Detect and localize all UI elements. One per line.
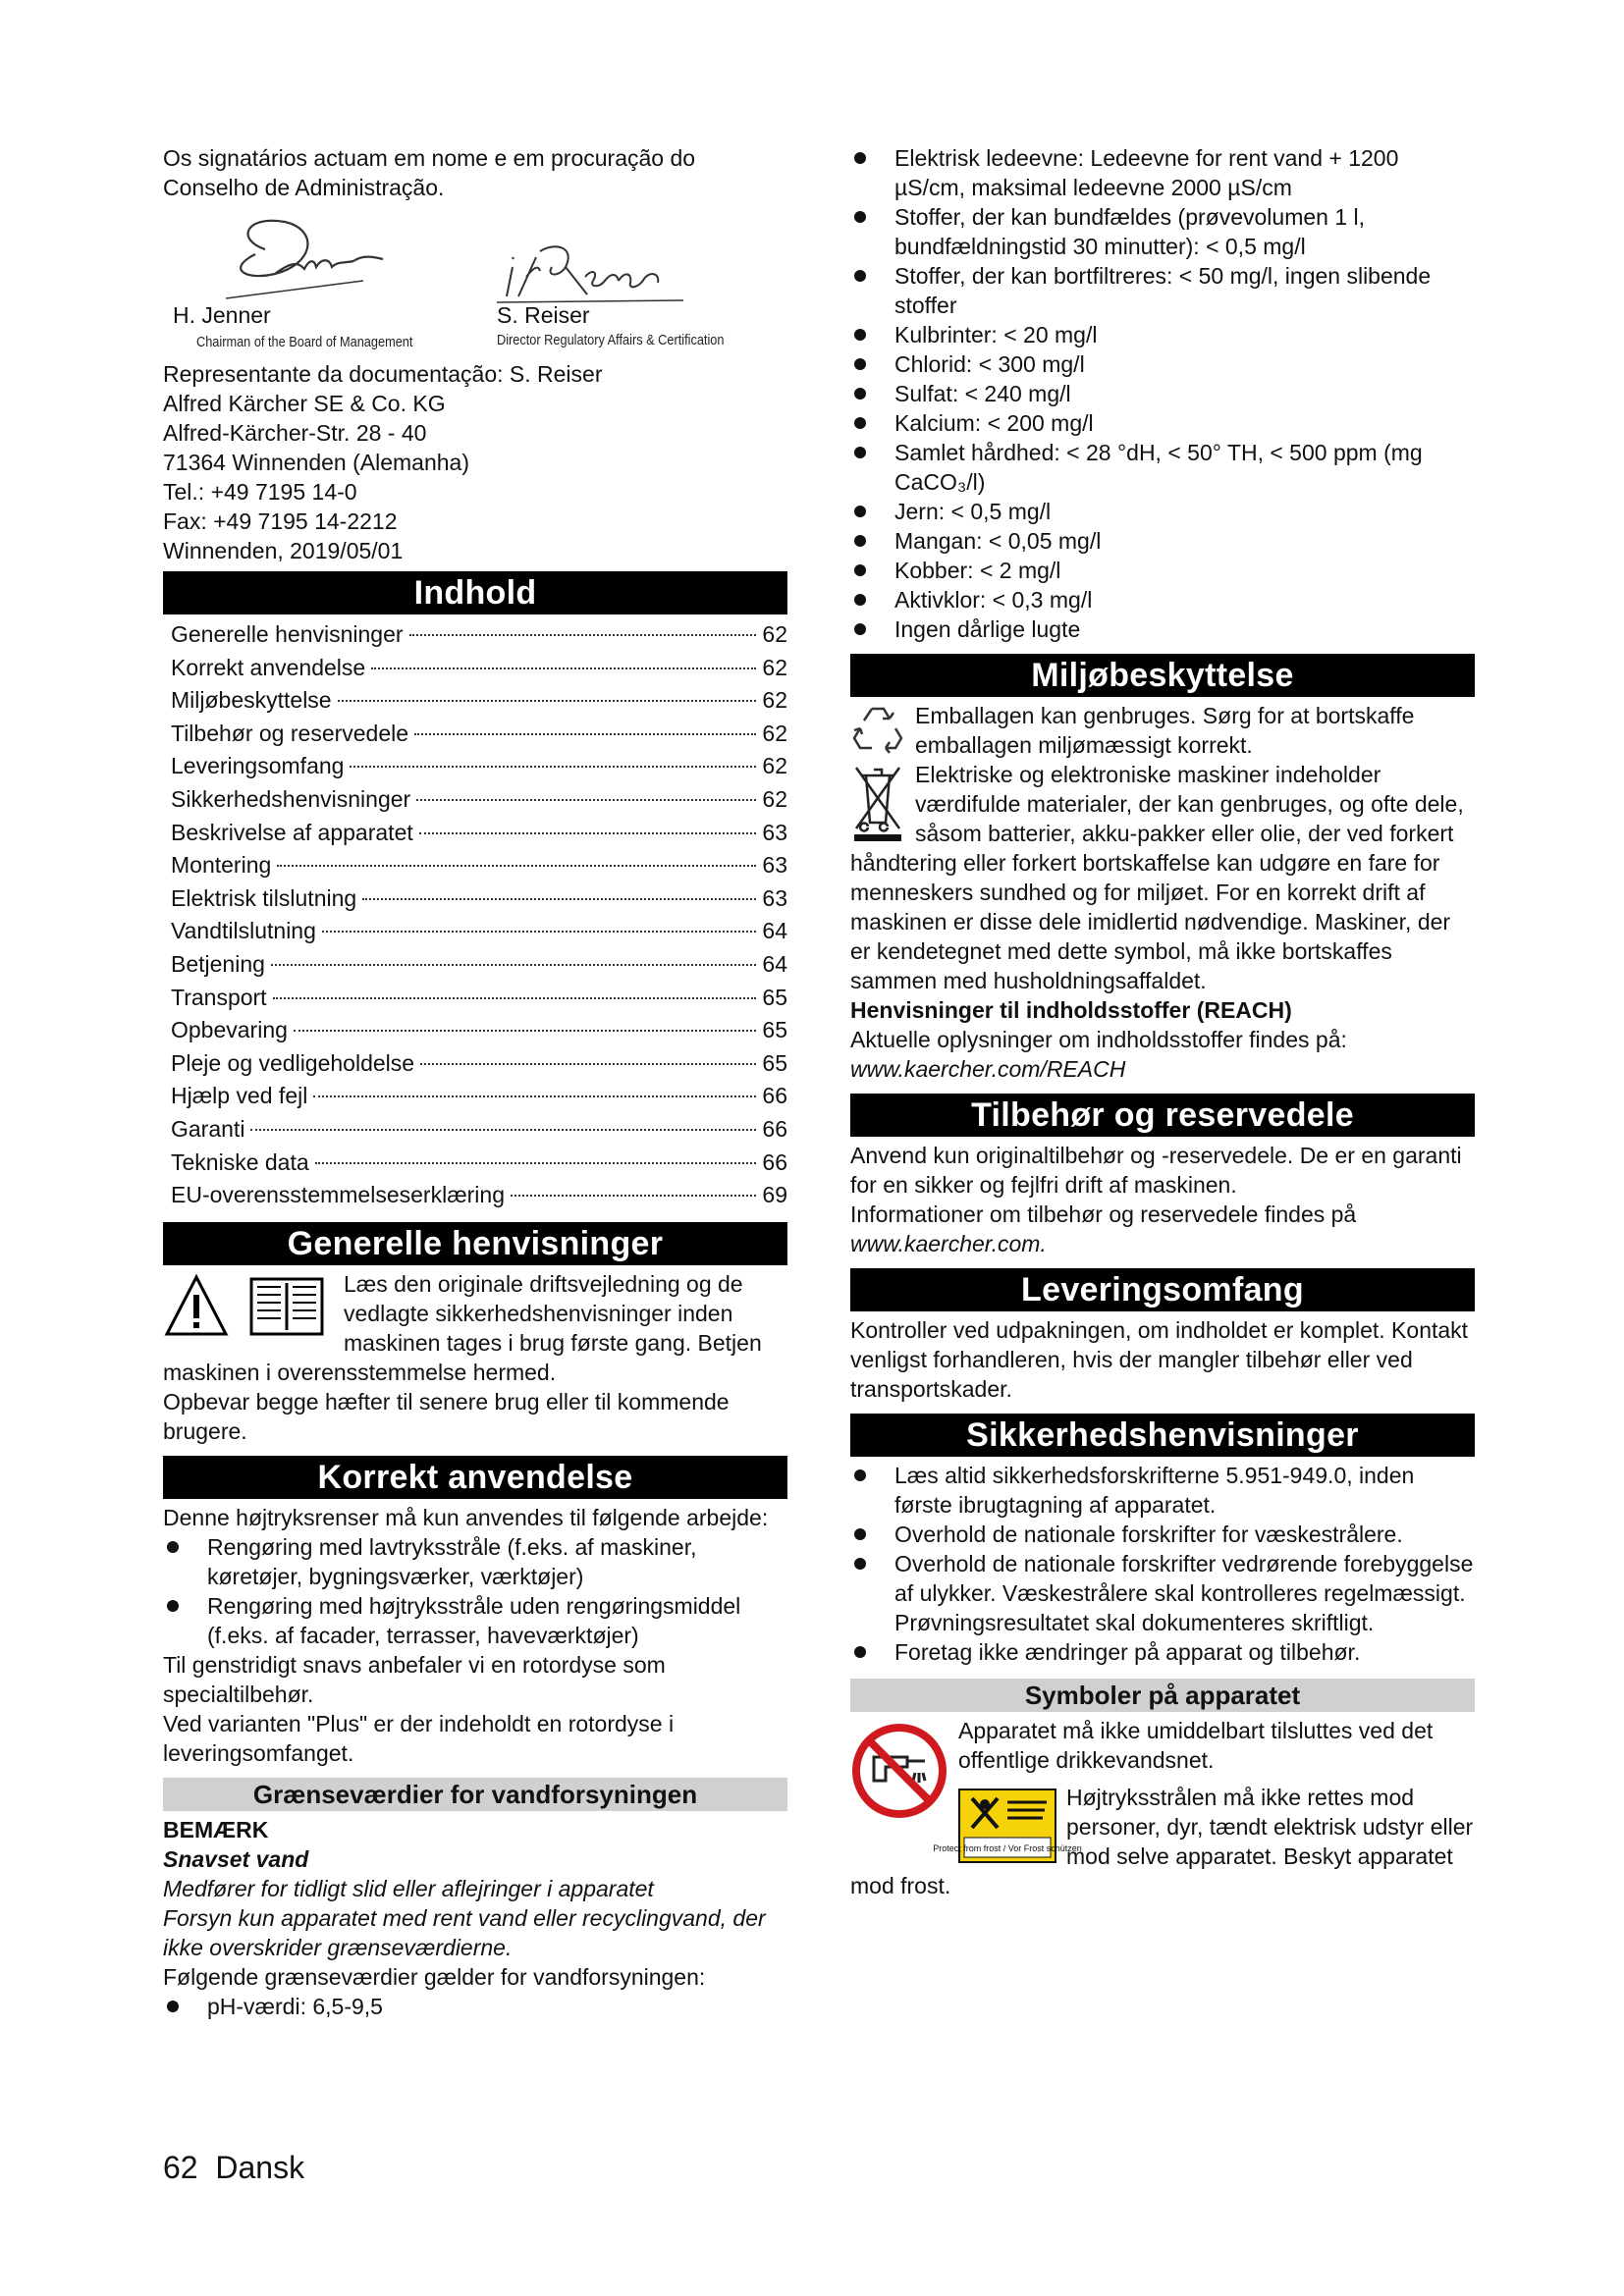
- toc-leader-dots: [277, 865, 756, 867]
- toc-row[interactable]: [163, 1147, 787, 1180]
- toc-row[interactable]: [163, 1113, 787, 1147]
- limits-intro: Følgende grænseværdier gælder for vandforsyningen:: [163, 1963, 706, 1990]
- accessories-heading: Tilbehør og reservedele: [850, 1094, 1475, 1137]
- toc-page: 62: [762, 687, 787, 714]
- toc-label: Elektrisk tilslutning: [171, 884, 357, 911]
- toc-leader-dots: [511, 1195, 756, 1197]
- list-item: Kulbrinter: < 20 mg/l: [850, 320, 1475, 349]
- list-item: Elektrisk ledeevne: Ledeevne for rent vand + 1200 µS/cm, maksimal ledeevne 2000 µS/cm: [850, 143, 1475, 202]
- frost-label: Protect from frost / Vor Frost schützen: [933, 1843, 1082, 1853]
- address-line: Winnenden, 2019/05/01: [163, 538, 404, 563]
- right-column: [850, 143, 1475, 1900]
- accessories-text: Anvend kun originaltilbehør og -reservedele. De er en garanti for en sikker og fejlfri drift af maskinen.: [850, 1143, 1462, 1198]
- toc-leader-dots: [350, 766, 756, 768]
- reiser-signature-image: [497, 238, 693, 306]
- jenner-signature-image: [206, 210, 403, 308]
- address-line: 71364 Winnenden (Alemanha): [163, 450, 469, 475]
- toc-row[interactable]: [163, 1179, 787, 1212]
- address-line: Tel.: +49 7195 14-0: [163, 479, 357, 505]
- environment-text: Emballagen kan genbruges. Sørg for at bortskaffe emballagen miljømæssigt korrekt.: [915, 703, 1415, 758]
- toc-leader-dots: [315, 1162, 757, 1164]
- toc-leader-dots: [416, 799, 756, 801]
- limits-list-right: [850, 143, 1475, 644]
- toc-page: 62: [762, 785, 787, 812]
- list-item: Kobber: < 2 mg/l: [850, 556, 1475, 585]
- toc-leader-dots: [250, 1129, 756, 1131]
- toc-row[interactable]: [163, 915, 787, 948]
- reach-link[interactable]: www.kaercher.com/REACH: [850, 1056, 1126, 1082]
- toc-label: Tekniske data: [171, 1148, 309, 1175]
- toc-label: Generelle henvisninger: [171, 621, 404, 647]
- list-item: pH-værdi: 6,5-9,5: [163, 1992, 787, 2021]
- symbol-text-1: Apparatet må ikke umiddelbart tilsluttes ved det offentlige drikkevandsnet.: [958, 1718, 1434, 1773]
- toc-row[interactable]: [163, 618, 787, 652]
- symbol-text-2: Højtryksstrålen må ikke rettes mod personer, dyr, tændt elektrisk udstyr eller mod selve apparatet. Beskyt apparatet mod frost.: [850, 1785, 1474, 1898]
- left-column: [163, 143, 787, 2021]
- list-item: Samlet hårdhed: < 28 °dH, < 50° TH, < 500 ppm (mg CaCO₃/l): [850, 438, 1475, 497]
- toc-label: Sikkerhedshenvisninger: [171, 785, 411, 812]
- toc-page: 62: [762, 654, 787, 680]
- environment-heading: Miljøbeskyttelse: [850, 654, 1475, 697]
- toc-page: 65: [762, 1049, 787, 1076]
- toc-label: Pleje og vedligeholdelse: [171, 1049, 415, 1076]
- page-footer: [163, 2150, 304, 2186]
- list-item: Ingen dårlige lugte: [850, 614, 1475, 644]
- list-item: Sulfat: < 240 mg/l: [850, 379, 1475, 408]
- toc-leader-dots: [322, 931, 757, 933]
- toc-label: Leveringsomfang: [171, 753, 345, 779]
- toc-label: Beskrivelse af apparatet: [171, 819, 413, 845]
- note-title: Snavset vand: [163, 1845, 309, 1872]
- address-line: Alfred-Kärcher-Str. 28 - 40: [163, 420, 427, 446]
- address-block: [163, 359, 787, 565]
- list-item: Rengøring med lavtryksstråle (f.eks. af maskiner, køretøjer, bygningsværker, værktøjer): [163, 1532, 787, 1591]
- toc-leader-dots: [294, 1030, 756, 1032]
- toc-page: 62: [762, 621, 787, 647]
- list-item: Overhold de nationale forskrifter for væskestrålere.: [850, 1520, 1475, 1549]
- toc-label: Betjening: [171, 950, 265, 977]
- toc-row[interactable]: [163, 948, 787, 982]
- correct-use-text-2: Ved varianten "Plus" er der indeholdt en rotordyse i leveringsomfanget.: [163, 1710, 675, 1766]
- scope-heading: Leveringsomfang: [850, 1268, 1475, 1311]
- toc-label: Opbevaring: [171, 1017, 288, 1043]
- correct-use-list: [163, 1532, 787, 1650]
- limits-list-left: [163, 1992, 787, 2021]
- toc-row[interactable]: [163, 817, 787, 850]
- toc-row[interactable]: [163, 982, 787, 1015]
- toc-leader-dots: [419, 832, 757, 834]
- list-item: Chlorid: < 300 mg/l: [850, 349, 1475, 379]
- toc-leader-dots: [273, 997, 757, 999]
- symbols-heading: Symboler på apparatet: [850, 1679, 1475, 1712]
- symbol-row-1: [850, 1716, 1475, 1775]
- signatory-name-2: S. Reiser: [497, 302, 590, 328]
- toc-leader-dots: [362, 898, 756, 900]
- toc-leader-dots: [414, 733, 756, 735]
- toc-row[interactable]: [163, 718, 787, 751]
- toc-row[interactable]: [163, 1047, 787, 1081]
- jet-warning-icon: [933, 1789, 1082, 1863]
- toc-page: 66: [762, 1083, 787, 1109]
- address-line: Alfred Kärcher SE & Co. KG: [163, 391, 446, 416]
- toc-label: Transport: [171, 984, 267, 1010]
- list-item: Mangan: < 0,05 mg/l: [850, 526, 1475, 556]
- signatory-role-2: Director Regulatory Affairs & Certification: [497, 332, 725, 348]
- toc-page: 65: [762, 1017, 787, 1043]
- toc-row[interactable]: [163, 882, 787, 916]
- toc-page: 62: [762, 720, 787, 746]
- toc-page: 63: [762, 884, 787, 911]
- toc-leader-dots: [313, 1095, 756, 1097]
- note-text: Medfører for tidligt slid eller aflejringer i apparatet: [163, 1875, 654, 1901]
- correct-use-text: Til genstridigt snavs anbefaler vi en rotordyse som specialtilbehør.: [163, 1651, 666, 1707]
- note-label: BEMÆRK: [163, 1816, 269, 1842]
- correct-use-intro: Denne højtryksrenser må kun anvendes til følgende arbejde:: [163, 1504, 769, 1530]
- toc-leader-dots: [271, 964, 756, 966]
- toc-row[interactable]: [163, 684, 787, 718]
- safety-heading: Sikkerhedshenvisninger: [850, 1414, 1475, 1457]
- general-text-2: Opbevar begge hæfter til senere brug eller til kommende brugere.: [163, 1388, 730, 1444]
- toc-heading: Indhold: [163, 571, 787, 614]
- address-line: Fax: +49 7195 14-2212: [163, 508, 398, 534]
- list-item: Rengøring med højtryksstråle uden rengøringsmiddel (f.eks. af facader, terrasser, haveværktøjer): [163, 1591, 787, 1650]
- reach-title: Henvisninger til indholdsstoffer (REACH): [850, 997, 1292, 1023]
- table-of-contents: [163, 618, 787, 1212]
- signatory-role-1: Chairman of the Board of Management: [196, 334, 413, 350]
- toc-row[interactable]: [163, 1080, 787, 1113]
- no-drinking-water-icon: [850, 1722, 948, 1820]
- toc-leader-dots: [338, 700, 757, 702]
- toc-label: Garanti: [171, 1115, 245, 1142]
- accessories-link[interactable]: www.kaercher.com.: [850, 1231, 1047, 1256]
- warning-manual-icon: [163, 1273, 334, 1340]
- toc-label: Vandtilslutning: [171, 918, 316, 944]
- list-item: Stoffer, der kan bortfiltreres: < 50 mg/l, ingen slibende stoffer: [850, 261, 1475, 320]
- reach-text: Aktuelle oplysninger om indholdsstoffer findes på:: [850, 1027, 1347, 1052]
- toc-row[interactable]: [163, 750, 787, 783]
- list-item: Læs altid sikkerhedsforskrifterne 5.951-949.0, inden første ibrugtagning af apparatet.: [850, 1461, 1475, 1520]
- toc-label: Montering: [171, 852, 272, 879]
- note-text-2: Forsyn kun apparatet med rent vand eller recyclingvand, der ikke overskrider grænseværdierne.: [163, 1904, 766, 1960]
- toc-page: 64: [762, 950, 787, 977]
- toc-row[interactable]: [163, 849, 787, 882]
- toc-leader-dots: [409, 634, 757, 636]
- intro-text: Os signatários actuam em nome e em procuração do Conselho de Administração.: [163, 145, 696, 200]
- toc-row[interactable]: [163, 783, 787, 817]
- toc-page: 66: [762, 1148, 787, 1175]
- list-item: Foretag ikke ændringer på apparat og tilbehør.: [850, 1637, 1475, 1667]
- list-item: Kalcium: < 200 mg/l: [850, 408, 1475, 438]
- toc-page: 69: [762, 1182, 787, 1208]
- general-text: Læs den originale driftsvejledning og de vedlagte sikkerhedshenvisninger inden maskinen tages i brug første gang. Betjen maskinen i overensstemmelse hermed.: [163, 1270, 762, 1385]
- toc-label: Tilbehør og reservedele: [171, 720, 409, 746]
- recycle-icon: [850, 703, 905, 754]
- accessories-text-2: Informationer om tilbehør og reservedele findes på: [850, 1201, 1357, 1227]
- toc-page: 65: [762, 984, 787, 1010]
- toc-leader-dots: [371, 667, 756, 669]
- toc-leader-dots: [420, 1063, 756, 1065]
- weee-bin-icon: [850, 764, 905, 842]
- signature-block: [163, 202, 787, 359]
- toc-page: 63: [762, 852, 787, 879]
- toc-page: 62: [762, 753, 787, 779]
- toc-label: EU-overensstemmelseserklæring: [171, 1182, 505, 1208]
- list-item: Aktivklor: < 0,3 mg/l: [850, 585, 1475, 614]
- toc-page: 66: [762, 1115, 787, 1142]
- address-line: Representante da documentação: S. Reiser: [163, 361, 603, 387]
- list-item: Overhold de nationale forskrifter vedrørende forebyggelse af ulykker. Væskestrålere skal kontrolleres regelmæssigt. Prøvningsresultatet skal dokumenteres skriftligt.: [850, 1549, 1475, 1637]
- general-heading: Generelle henvisninger: [163, 1222, 787, 1265]
- toc-row[interactable]: [163, 1014, 787, 1047]
- correct-use-heading: Korrekt anvendelse: [163, 1456, 787, 1499]
- toc-page: 64: [762, 918, 787, 944]
- list-item: Stoffer, der kan bundfældes (prøvevolumen 1 l, bundfældningstid 30 minutter): < 0,5 mg/l: [850, 202, 1475, 261]
- limits-heading: Grænseværdier for vandforsyningen: [163, 1778, 787, 1811]
- page-number: 62: [163, 2150, 198, 2185]
- signatory-name-1: H. Jenner: [173, 302, 271, 328]
- list-item: Jern: < 0,5 mg/l: [850, 497, 1475, 526]
- environment-text-2: Elektriske og elektroniske maskiner indeholder værdifulde materialer, der kan genbruges, og ofte dele, såsom batterier, akku-pakker eller olie, der ved forkert håndtering eller forkert bortskaffelse kan udgøre en fare for menneskers sundhed og for miljøet. For en korrekt drift af maskinen er disse dele imidlertid nødvendige. Maskiner, der er kendetegnet med dette symbol, må ikke bortskaffes sammen med husholdningsaffaldet.: [850, 762, 1464, 993]
- footer-language: Dansk: [215, 2150, 305, 2185]
- toc-page: 63: [762, 819, 787, 845]
- safety-list: [850, 1461, 1475, 1667]
- toc-label: Miljøbeskyttelse: [171, 687, 332, 714]
- toc-label: Korrekt anvendelse: [171, 654, 366, 680]
- scope-text: Kontroller ved udpakningen, om indholdet er komplet. Kontakt venligst forhandleren, hvis der mangler tilbehør eller ved transportskader.: [850, 1317, 1469, 1402]
- toc-label: Hjælp ved fejl: [171, 1083, 308, 1109]
- toc-row[interactable]: [163, 652, 787, 685]
